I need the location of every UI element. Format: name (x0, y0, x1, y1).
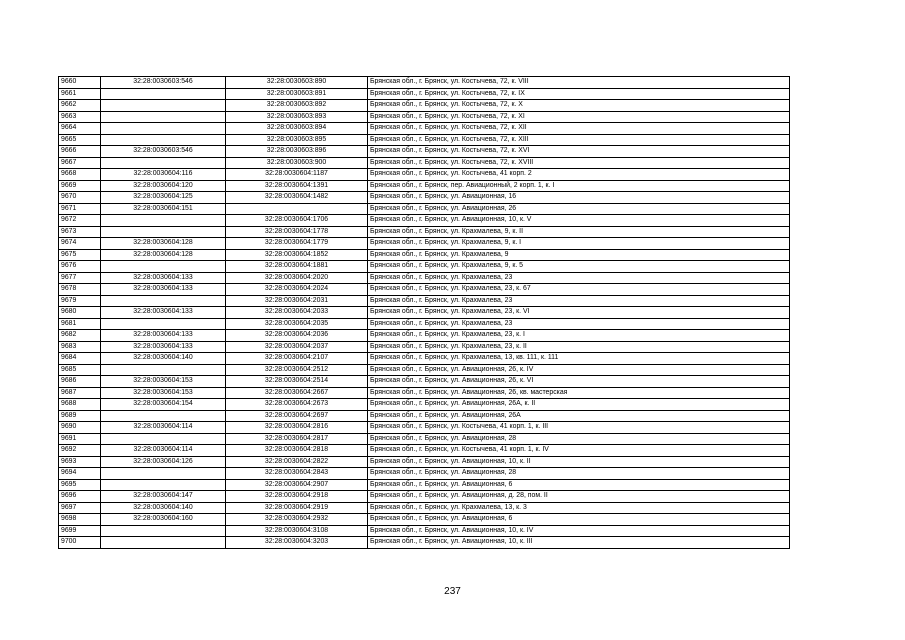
table-row (59, 238, 790, 250)
address-cell: Брянская обл., г. Брянск, ул. Крахмалева, 23, к. 67 (368, 284, 790, 296)
cadastral-number-cell: 32:28:0030603:892 (226, 100, 368, 112)
address-cell: Брянская обл., г. Брянск, ул. Крахмалева, 9, к. I (368, 238, 790, 250)
row-number-cell: 9666 (59, 146, 101, 158)
page-number: 237 (444, 586, 461, 597)
parent-cadastral-number-cell (101, 226, 226, 238)
parent-cadastral-number-cell (101, 318, 226, 330)
parent-cadastral-number-cell (101, 468, 226, 480)
address-cell: Брянская обл., г. Брянск, ул. Авиационная, 26, к. IV (368, 364, 790, 376)
cadastral-number-cell: 32:28:0030604:2697 (226, 410, 368, 422)
address-cell: Брянская обл., г. Брянск, ул. Крахмалева, 23 (368, 295, 790, 307)
row-number-cell: 9688 (59, 399, 101, 411)
cadastral-number-cell: 32:28:0030604:2036 (226, 330, 368, 342)
row-number-cell: 9674 (59, 238, 101, 250)
table-row (59, 77, 790, 89)
row-number-cell: 9691 (59, 433, 101, 445)
address-cell: Брянская обл., г. Брянск, ул. Крахмалева, 13, кв. 111, к. 111 (368, 353, 790, 365)
parent-cadastral-number-cell (101, 537, 226, 549)
address-cell: Брянская обл., г. Брянск, ул. Костычева, 72, к. VIII (368, 77, 790, 89)
address-cell: Брянская обл., г. Брянск, ул. Авиационная, 26А, к. II (368, 399, 790, 411)
cadastral-number-cell: 32:28:0030604:2514 (226, 376, 368, 388)
row-number-cell: 9690 (59, 422, 101, 434)
parent-cadastral-number-cell (101, 134, 226, 146)
cadastral-number-cell: 32:28:0030603:891 (226, 88, 368, 100)
table-row (59, 88, 790, 100)
parent-cadastral-number-cell: 32:28:0030604:133 (101, 341, 226, 353)
parent-cadastral-number-cell: 32:28:0030604:128 (101, 238, 226, 250)
row-number-cell: 9667 (59, 157, 101, 169)
address-cell: Брянская обл., г. Брянск, ул. Авиационная, 6 (368, 514, 790, 526)
row-number-cell: 9689 (59, 410, 101, 422)
row-number-cell: 9679 (59, 295, 101, 307)
parent-cadastral-number-cell (101, 410, 226, 422)
table-row (59, 203, 790, 215)
row-number-cell: 9699 (59, 525, 101, 537)
cadastral-number-cell: 32:28:0030603:900 (226, 157, 368, 169)
parent-cadastral-number-cell (101, 215, 226, 227)
table-row (59, 284, 790, 296)
row-number-cell: 9677 (59, 272, 101, 284)
row-number-cell: 9693 (59, 456, 101, 468)
table-row (59, 100, 790, 112)
row-number-cell: 9685 (59, 364, 101, 376)
cadastral-number-cell: 32:28:0030604:2816 (226, 422, 368, 434)
parent-cadastral-number-cell: 32:28:0030604:140 (101, 353, 226, 365)
address-cell: Брянская обл., г. Брянск, ул. Авиационная, 26 (368, 203, 790, 215)
address-cell: Брянская обл., г. Брянск, ул. Авиационная, 10, к. III (368, 537, 790, 549)
row-number-cell: 9660 (59, 77, 101, 89)
cadastral-number-cell: 32:28:0030604:2033 (226, 307, 368, 319)
row-number-cell: 9661 (59, 88, 101, 100)
address-cell: Брянская обл., г. Брянск, ул. Авиационная, 26А (368, 410, 790, 422)
parent-cadastral-number-cell: 32:28:0030604:154 (101, 399, 226, 411)
table-row (59, 226, 790, 238)
cadastral-number-cell: 32:28:0030604:2667 (226, 387, 368, 399)
cadastral-registry-table (58, 76, 790, 549)
table-row (59, 525, 790, 537)
cadastral-number-cell: 32:28:0030604:1187 (226, 169, 368, 181)
table-row (59, 318, 790, 330)
address-cell: Брянская обл., г. Брянск, ул. Авиационная, 6 (368, 479, 790, 491)
parent-cadastral-number-cell (101, 123, 226, 135)
cadastral-number-cell: 32:28:0030603:893 (226, 111, 368, 123)
parent-cadastral-number-cell (101, 479, 226, 491)
table-row (59, 341, 790, 353)
address-cell: Брянская обл., г. Брянск, ул. Крахмалева, 9, к. 5 (368, 261, 790, 273)
parent-cadastral-number-cell (101, 111, 226, 123)
table-row (59, 410, 790, 422)
row-number-cell: 9671 (59, 203, 101, 215)
parent-cadastral-number-cell (101, 295, 226, 307)
table-row (59, 169, 790, 181)
address-cell: Брянская обл., г. Брянск, ул. Крахмалева, 13, к. 3 (368, 502, 790, 514)
cadastral-number-cell: 32:28:0030604:2907 (226, 479, 368, 491)
cadastral-number-cell: 32:28:0030604:1706 (226, 215, 368, 227)
parent-cadastral-number-cell: 32:28:0030604:160 (101, 514, 226, 526)
cadastral-number-cell: 32:28:0030604:2919 (226, 502, 368, 514)
cadastral-number-cell: 32:28:0030603:896 (226, 146, 368, 158)
parent-cadastral-number-cell: 32:28:0030604:153 (101, 387, 226, 399)
row-number-cell: 9696 (59, 491, 101, 503)
row-number-cell: 9698 (59, 514, 101, 526)
address-cell: Брянская обл., г. Брянск, ул. Авиационная, д. 28, пом. II (368, 491, 790, 503)
parent-cadastral-number-cell: 32:28:0030604:126 (101, 456, 226, 468)
table-row (59, 399, 790, 411)
address-cell: Брянская обл., г. Брянск, ул. Костычева, 72, к. XI (368, 111, 790, 123)
cadastral-number-cell: 32:28:0030604:2031 (226, 295, 368, 307)
address-cell: Брянская обл., г. Брянск, ул. Крахмалева, 9 (368, 249, 790, 261)
parent-cadastral-number-cell (101, 100, 226, 112)
table-row (59, 514, 790, 526)
parent-cadastral-number-cell (101, 525, 226, 537)
table-row (59, 146, 790, 158)
cadastral-number-cell: 32:28:0030603:894 (226, 123, 368, 135)
address-cell: Брянская обл., г. Брянск, ул. Крахмалева, 23 (368, 272, 790, 284)
row-number-cell: 9694 (59, 468, 101, 480)
parent-cadastral-number-cell: 32:28:0030604:116 (101, 169, 226, 181)
cadastral-number-cell: 32:28:0030604:1391 (226, 180, 368, 192)
parent-cadastral-number-cell: 32:28:0030604:147 (101, 491, 226, 503)
row-number-cell: 9681 (59, 318, 101, 330)
address-cell: Брянская обл., г. Брянск, ул. Костычева, 41 корп. 1, к. III (368, 422, 790, 434)
cadastral-number-cell: 32:28:0030604:2035 (226, 318, 368, 330)
table-row (59, 479, 790, 491)
table-row (59, 272, 790, 284)
cadastral-number-cell: 32:28:0030604:2020 (226, 272, 368, 284)
parent-cadastral-number-cell: 32:28:0030604:153 (101, 376, 226, 388)
parent-cadastral-number-cell: 32:28:0030604:125 (101, 192, 226, 204)
cadastral-number-cell: 32:28:0030604:2932 (226, 514, 368, 526)
cadastral-number-cell: 32:28:0030604:2024 (226, 284, 368, 296)
row-number-cell: 9664 (59, 123, 101, 135)
parent-cadastral-number-cell (101, 364, 226, 376)
address-cell: Брянская обл., г. Брянск, ул. Костычева, 72, к. XVI (368, 146, 790, 158)
table-row (59, 502, 790, 514)
address-cell: Брянская обл., г. Брянск, ул. Авиационная, 28 (368, 468, 790, 480)
row-number-cell: 9665 (59, 134, 101, 146)
cadastral-number-cell: 32:28:0030604:2843 (226, 468, 368, 480)
address-cell: Брянская обл., г. Брянск, ул. Крахмалева, 23, к. VI (368, 307, 790, 319)
row-number-cell: 9683 (59, 341, 101, 353)
table-row (59, 353, 790, 365)
cadastral-number-cell: 32:28:0030604:1778 (226, 226, 368, 238)
table-row (59, 433, 790, 445)
cadastral-number-cell (226, 203, 368, 215)
row-number-cell: 9662 (59, 100, 101, 112)
table-row (59, 456, 790, 468)
cadastral-number-cell: 32:28:0030603:890 (226, 77, 368, 89)
parent-cadastral-number-cell (101, 157, 226, 169)
table-row (59, 249, 790, 261)
table-row (59, 330, 790, 342)
cadastral-number-cell: 32:28:0030604:2918 (226, 491, 368, 503)
address-cell: Брянская обл., г. Брянск, ул. Авиационная, 28 (368, 433, 790, 445)
table-row (59, 422, 790, 434)
table-row (59, 376, 790, 388)
cadastral-number-cell: 32:28:0030604:3108 (226, 525, 368, 537)
table-row (59, 364, 790, 376)
cadastral-number-cell: 32:28:0030604:2512 (226, 364, 368, 376)
row-number-cell: 9678 (59, 284, 101, 296)
parent-cadastral-number-cell: 32:28:0030603:546 (101, 77, 226, 89)
row-number-cell: 9675 (59, 249, 101, 261)
row-number-cell: 9663 (59, 111, 101, 123)
address-cell: Брянская обл., г. Брянск, ул. Костычева, 72, к. XII (368, 123, 790, 135)
parent-cadastral-number-cell: 32:28:0030604:133 (101, 330, 226, 342)
address-cell: Брянская обл., г. Брянск, ул. Крахмалева, 23, к. I (368, 330, 790, 342)
cadastral-number-cell: 32:28:0030604:1852 (226, 249, 368, 261)
cadastral-number-cell: 32:28:0030604:1881 (226, 261, 368, 273)
cadastral-number-cell: 32:28:0030604:3203 (226, 537, 368, 549)
cadastral-number-cell: 32:28:0030604:2818 (226, 445, 368, 457)
row-number-cell: 9697 (59, 502, 101, 514)
address-cell: Брянская обл., г. Брянск, ул. Авиационная, 26, кв. мастерская (368, 387, 790, 399)
address-cell: Брянская обл., г. Брянск, ул. Авиационная, 10, к. IV (368, 525, 790, 537)
address-cell: Брянская обл., г. Брянск, ул. Костычева, 72, к. XVIII (368, 157, 790, 169)
cadastral-number-cell: 32:28:0030604:2037 (226, 341, 368, 353)
row-number-cell: 9695 (59, 479, 101, 491)
parent-cadastral-number-cell: 32:28:0030604:133 (101, 307, 226, 319)
parent-cadastral-number-cell: 32:28:0030604:133 (101, 284, 226, 296)
address-cell: Брянская обл., г. Брянск, ул. Крахмалева, 23, к. II (368, 341, 790, 353)
address-cell: Брянская обл., г. Брянск, ул. Авиационная, 26, к. VI (368, 376, 790, 388)
row-number-cell: 9682 (59, 330, 101, 342)
table-row (59, 307, 790, 319)
row-number-cell: 9692 (59, 445, 101, 457)
table-row (59, 387, 790, 399)
parent-cadastral-number-cell: 32:28:0030604:140 (101, 502, 226, 514)
parent-cadastral-number-cell: 32:28:0030604:133 (101, 272, 226, 284)
cadastral-number-cell: 32:28:0030604:2673 (226, 399, 368, 411)
address-cell: Брянская обл., г. Брянск, ул. Костычева, 72, к. IX (368, 88, 790, 100)
row-number-cell: 9686 (59, 376, 101, 388)
address-cell: Брянская обл., г. Брянск, ул. Крахмалева, 23 (368, 318, 790, 330)
table-row (59, 180, 790, 192)
parent-cadastral-number-cell (101, 88, 226, 100)
cadastral-number-cell: 32:28:0030604:2822 (226, 456, 368, 468)
row-number-cell: 9676 (59, 261, 101, 273)
row-number-cell: 9700 (59, 537, 101, 549)
table-row (59, 215, 790, 227)
row-number-cell: 9668 (59, 169, 101, 181)
table-row (59, 157, 790, 169)
row-number-cell: 9669 (59, 180, 101, 192)
address-cell: Брянская обл., г. Брянск, пер. Авиационный, 2 корп. 1, к. I (368, 180, 790, 192)
cadastral-number-cell: 32:28:0030604:2107 (226, 353, 368, 365)
table-row (59, 134, 790, 146)
address-cell: Брянская обл., г. Брянск, ул. Костычева, 72, к. X (368, 100, 790, 112)
table-row (59, 261, 790, 273)
address-cell: Брянская обл., г. Брянск, ул. Костычева, 41 корп. 2 (368, 169, 790, 181)
row-number-cell: 9673 (59, 226, 101, 238)
table-row (59, 111, 790, 123)
cadastral-number-cell: 32:28:0030603:895 (226, 134, 368, 146)
parent-cadastral-number-cell: 32:28:0030604:114 (101, 445, 226, 457)
address-cell: Брянская обл., г. Брянск, ул. Авиационная, 10, к. II (368, 456, 790, 468)
row-number-cell: 9672 (59, 215, 101, 227)
table-row (59, 445, 790, 457)
row-number-cell: 9687 (59, 387, 101, 399)
row-number-cell: 9684 (59, 353, 101, 365)
table-row (59, 468, 790, 480)
parent-cadastral-number-cell: 32:28:0030603:546 (101, 146, 226, 158)
cadastral-number-cell: 32:28:0030604:1482 (226, 192, 368, 204)
address-cell: Брянская обл., г. Брянск, ул. Костычева, 72, к. XIII (368, 134, 790, 146)
row-number-cell: 9670 (59, 192, 101, 204)
table-row (59, 123, 790, 135)
table-row (59, 192, 790, 204)
parent-cadastral-number-cell: 32:28:0030604:120 (101, 180, 226, 192)
cadastral-number-cell: 32:28:0030604:2817 (226, 433, 368, 445)
address-cell: Брянская обл., г. Брянск, ул. Костычева, 41 корп. 1, к. IV (368, 445, 790, 457)
registry-table-body (59, 77, 790, 549)
address-cell: Брянская обл., г. Брянск, ул. Крахмалева, 9, к. II (368, 226, 790, 238)
parent-cadastral-number-cell: 32:28:0030604:151 (101, 203, 226, 215)
address-cell: Брянская обл., г. Брянск, ул. Авиационная, 10, к. V (368, 215, 790, 227)
parent-cadastral-number-cell (101, 433, 226, 445)
address-cell: Брянская обл., г. Брянск, ул. Авиационная, 16 (368, 192, 790, 204)
parent-cadastral-number-cell (101, 261, 226, 273)
parent-cadastral-number-cell: 32:28:0030604:128 (101, 249, 226, 261)
row-number-cell: 9680 (59, 307, 101, 319)
cadastral-number-cell: 32:28:0030604:1779 (226, 238, 368, 250)
parent-cadastral-number-cell: 32:28:0030604:114 (101, 422, 226, 434)
table-row (59, 491, 790, 503)
table-row (59, 295, 790, 307)
table-row (59, 537, 790, 549)
